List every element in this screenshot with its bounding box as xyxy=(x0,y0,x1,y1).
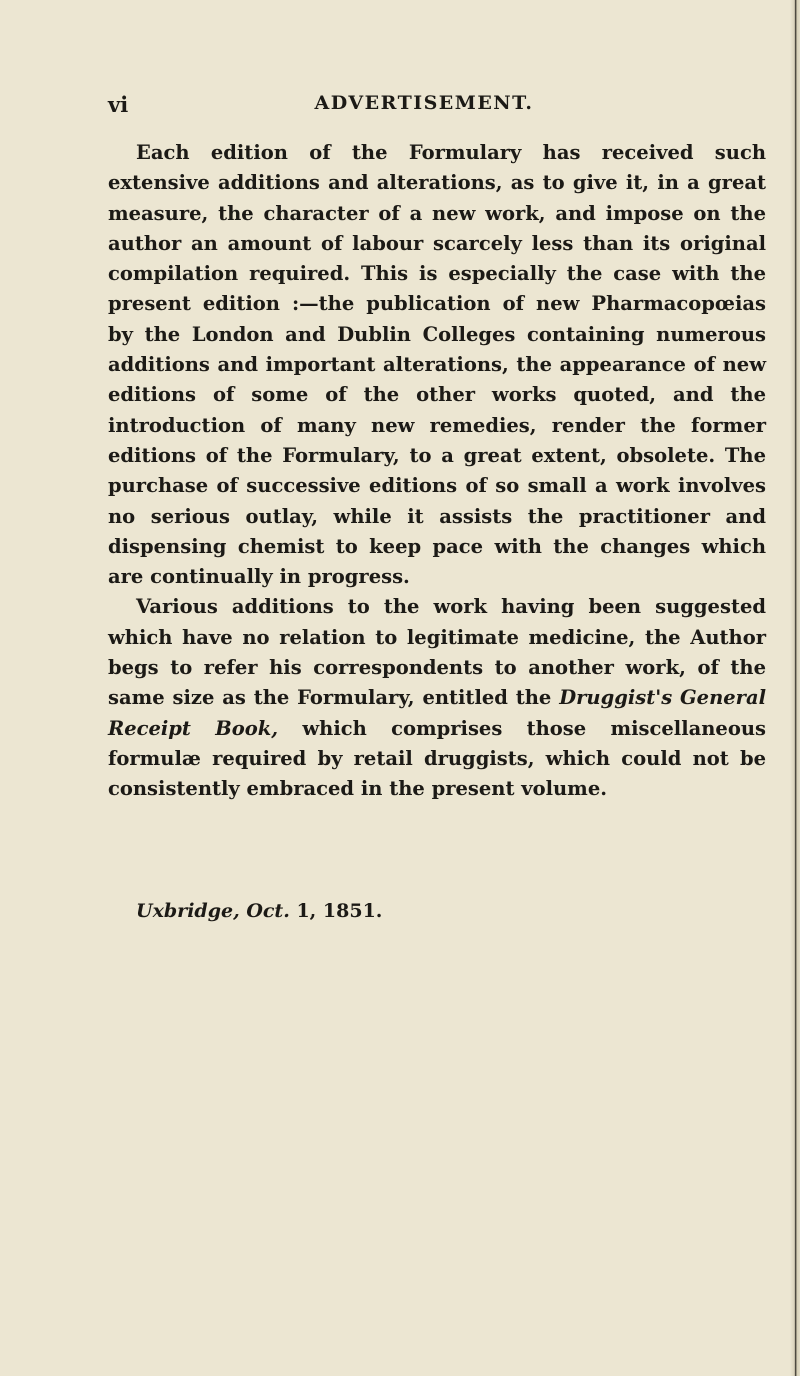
page-number: vi xyxy=(108,92,129,117)
paragraph-2-text-end: which comprises those miscellaneous formulæ required by retail druggists, which could not be consistently embraced in the present volume. xyxy=(108,716,767,801)
advertisement-body xyxy=(108,138,766,805)
paragraph-2-text-start: Various additions to the work having been suggested which have no relation to legitimate medicine, the Author begs to refer his correspondents to another work, of the same size as the Formulary, entitled the xyxy=(108,595,766,710)
running-title: ADVERTISEMENT. xyxy=(314,92,534,114)
dateline-date: 1, 1851. xyxy=(296,900,383,922)
dateline-place: Uxbridge, xyxy=(136,900,240,922)
book-title: Druggist's General Receipt Book, xyxy=(108,686,766,740)
dateline xyxy=(136,900,382,922)
page-edge xyxy=(790,0,800,1376)
page-header xyxy=(108,92,740,126)
paragraph-1: Each edition of the Formulary has received such extensive additions and alterations, as to give it, in a great measure, the character of a new work, and impose on the author an amount of labour scarcely less than its original compilation required. This is especially the case with the present edition :—the publication of new Pharmacopœias by the London and Dublin Colleges containing numerous additions and important alterations, the appearance of new editions of some of the other works quoted, and the introduction of many new remedies, render the former editions of the Formulary, to a great extent, obsolete. The purchase of successive editions of so small a work involves no serious outlay, while it assists the practitioner and dispensing chemist to keep pace with the changes which are continually in progress. xyxy=(108,141,766,589)
paragraph-2 xyxy=(108,592,766,804)
dateline-month: Oct. xyxy=(246,900,290,922)
